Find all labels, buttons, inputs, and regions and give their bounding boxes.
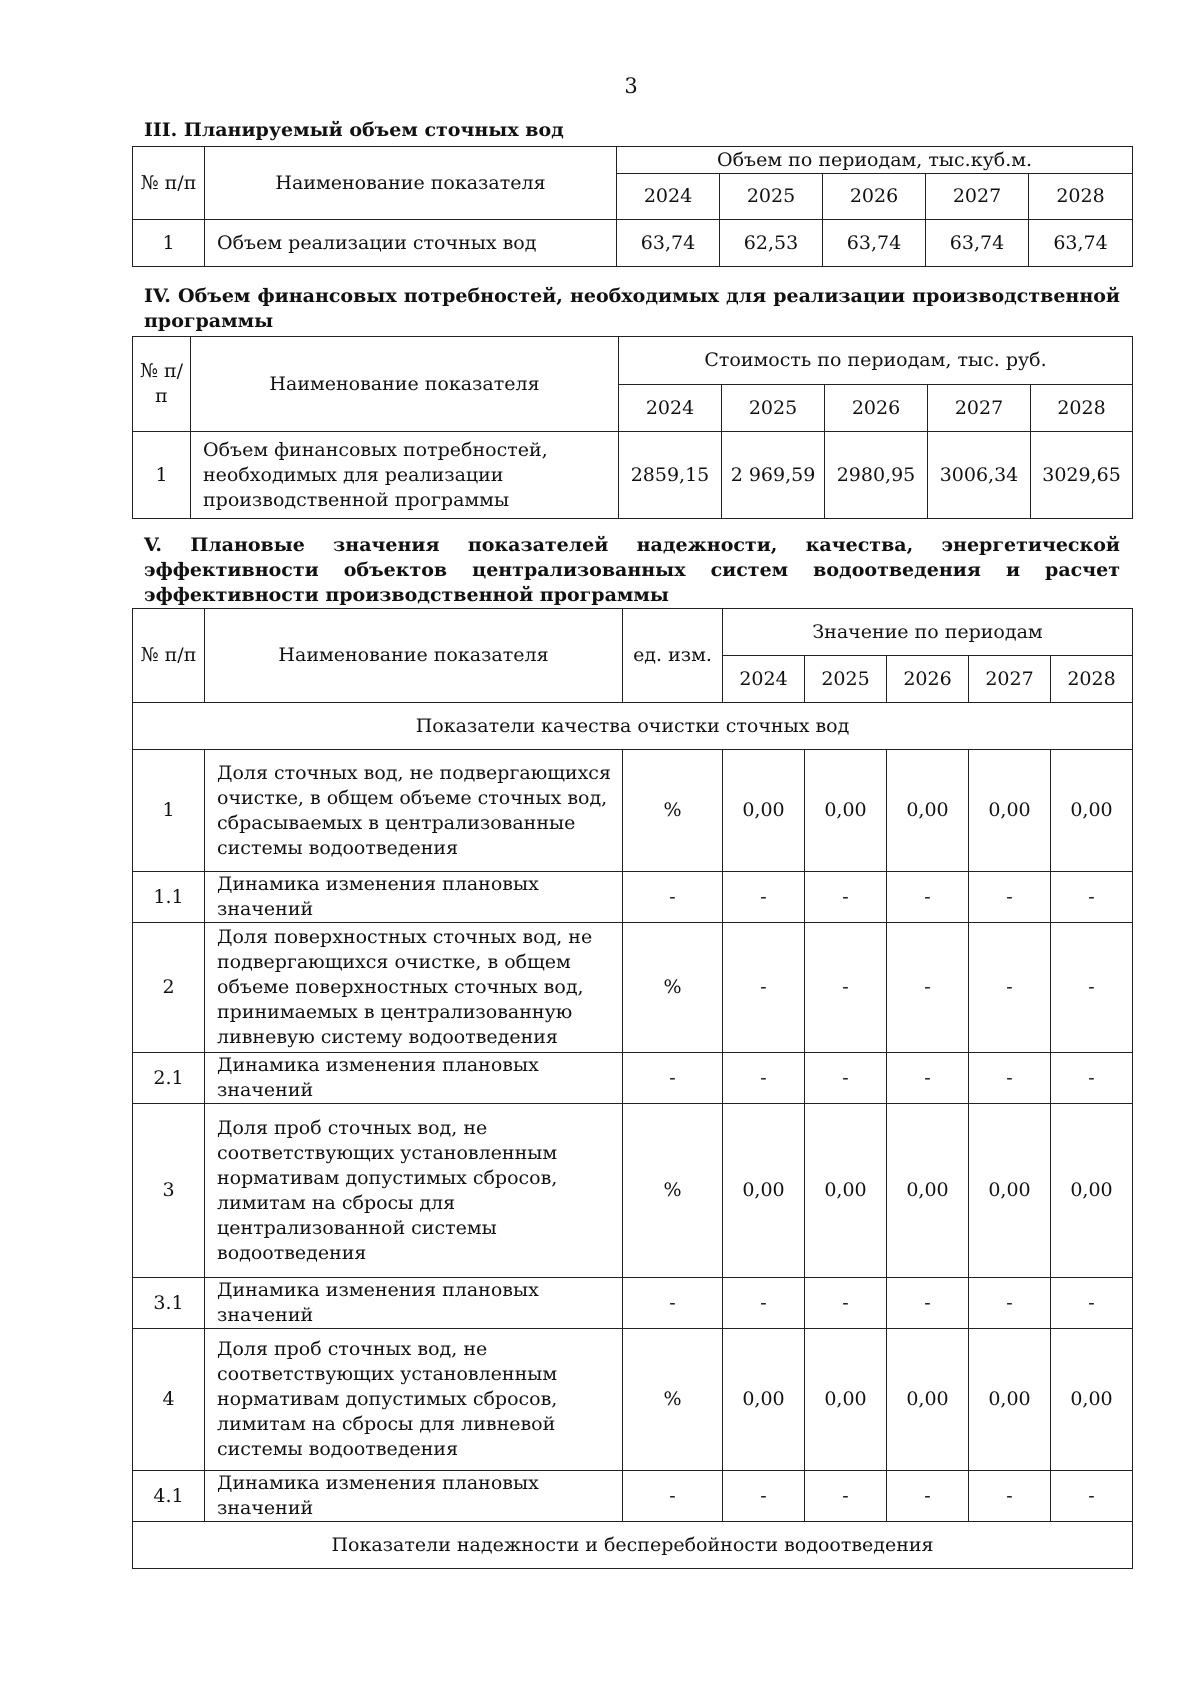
row-value: 0,00 xyxy=(969,1329,1051,1471)
row-value: - xyxy=(723,1053,805,1104)
row-unit: - xyxy=(623,1278,723,1329)
row-value: 63,74 xyxy=(823,220,926,267)
table-row xyxy=(133,872,1133,923)
row-value: 63,74 xyxy=(1029,220,1133,267)
col-num-header: № п/п xyxy=(133,147,205,220)
year-header: 2026 xyxy=(887,656,969,703)
row-value: 0,00 xyxy=(1051,750,1133,872)
group-header: Показатели качества очистки сточных вод xyxy=(133,703,1133,750)
row-value: 62,53 xyxy=(720,220,823,267)
row-value: - xyxy=(969,872,1051,923)
year-header: 2024 xyxy=(617,174,720,220)
table-row xyxy=(133,750,1133,872)
row-value: - xyxy=(887,872,969,923)
row-value: - xyxy=(805,1278,887,1329)
row-number: 2 xyxy=(133,923,205,1053)
row-value: - xyxy=(1051,872,1133,923)
row-value: - xyxy=(1051,1053,1133,1104)
row-value: - xyxy=(805,872,887,923)
row-number: 3 xyxy=(133,1104,205,1278)
row-value: - xyxy=(1051,1278,1133,1329)
row-unit: - xyxy=(623,1471,723,1522)
row-value: 63,74 xyxy=(926,220,1029,267)
row-value: 0,00 xyxy=(805,1104,887,1278)
col-periods-header: Объем по периодам, тыс.куб.м. xyxy=(617,147,1133,174)
row-number: 1 xyxy=(133,750,205,872)
row-name: Доля сточных вод, не подвергающихся очистке, в общем объеме сточных вод, сбрасываемых в централизованные системы водоотведения xyxy=(205,750,623,872)
year-header: 2024 xyxy=(619,385,722,432)
row-value: 0,00 xyxy=(1051,1329,1133,1471)
row-number: 4.1 xyxy=(133,1471,205,1522)
row-value: - xyxy=(969,1053,1051,1104)
year-header: 2027 xyxy=(928,385,1031,432)
row-value: 0,00 xyxy=(969,1104,1051,1278)
row-value: 2859,15 xyxy=(619,432,722,519)
year-header: 2026 xyxy=(823,174,926,220)
year-header: 2028 xyxy=(1031,385,1133,432)
table-row xyxy=(133,432,1133,519)
row-value: - xyxy=(969,1278,1051,1329)
table-row xyxy=(133,923,1133,1053)
row-unit: % xyxy=(623,1329,723,1471)
table-row xyxy=(133,1278,1133,1329)
col-unit-header: ед. изм. xyxy=(623,609,723,703)
row-value: 3029,65 xyxy=(1031,432,1133,519)
row-unit: - xyxy=(623,1053,723,1104)
year-header: 2024 xyxy=(723,656,805,703)
page-number: 3 xyxy=(624,74,638,98)
group-header: Показатели надежности и бесперебойности водоотведения xyxy=(133,1522,1133,1569)
row-number: 1 xyxy=(133,432,191,519)
year-header: 2027 xyxy=(926,174,1029,220)
row-number: 3.1 xyxy=(133,1278,205,1329)
row-unit: % xyxy=(623,1104,723,1278)
row-value: 0,00 xyxy=(723,1104,805,1278)
section-5-title: V. Плановые значения показателей надежности, качества, энергетической эффективности объектов централизованных систем водоотведения и расчет эффективности производственной программы xyxy=(144,534,1120,606)
year-header: 2028 xyxy=(1051,656,1133,703)
row-number: 2.1 xyxy=(133,1053,205,1104)
row-value: 0,00 xyxy=(887,1104,969,1278)
table-row xyxy=(133,1053,1133,1104)
row-name: Динамика изменения плановых значений xyxy=(205,1471,623,1522)
row-number: 1.1 xyxy=(133,872,205,923)
row-name: Доля проб сточных вод, не соответствующих установленным нормативам допустимых сбросов, лимитам на сбросы для централизованной системы водоотведения xyxy=(205,1104,623,1278)
row-number: 4 xyxy=(133,1329,205,1471)
row-value: 0,00 xyxy=(723,750,805,872)
row-name: Объем финансовых потребностей, необходимых для реализации производственной программы xyxy=(191,432,619,519)
row-value: 0,00 xyxy=(887,750,969,872)
row-value: - xyxy=(723,872,805,923)
row-unit: % xyxy=(623,750,723,872)
col-name-header: Наименование показателя xyxy=(205,609,623,703)
year-header: 2025 xyxy=(722,385,825,432)
year-header: 2028 xyxy=(1029,174,1133,220)
row-value: 0,00 xyxy=(969,750,1051,872)
row-name: Динамика изменения плановых значений xyxy=(205,1053,623,1104)
row-value: 2980,95 xyxy=(825,432,928,519)
row-value: - xyxy=(723,1278,805,1329)
row-value: - xyxy=(805,1053,887,1104)
row-value: - xyxy=(805,1471,887,1522)
row-name: Объем реализации сточных вод xyxy=(205,220,617,267)
row-unit: % xyxy=(623,923,723,1053)
col-num-header: № п/п xyxy=(133,337,191,432)
section-3-title: III. Планируемый объем сточных вод xyxy=(144,119,564,141)
row-number: 1 xyxy=(133,220,205,267)
row-name: Динамика изменения плановых значений xyxy=(205,872,623,923)
row-value: - xyxy=(723,923,805,1053)
row-value: 3006,34 xyxy=(928,432,1031,519)
year-header: 2027 xyxy=(969,656,1051,703)
row-value: 63,74 xyxy=(617,220,720,267)
row-value: - xyxy=(1051,1471,1133,1522)
row-name: Доля поверхностных сточных вод, не подвергающихся очистке, в общем объеме поверхностных сточных вод, принимаемых в централизованную ливневую систему водоотведения xyxy=(205,923,623,1053)
col-periods-header: Значение по периодам xyxy=(723,609,1133,656)
row-value: 0,00 xyxy=(805,750,887,872)
table-row xyxy=(133,220,1133,267)
col-periods-header: Стоимость по периодам, тыс. руб. xyxy=(619,337,1133,385)
table-row xyxy=(133,1104,1133,1278)
row-value: - xyxy=(969,923,1051,1053)
row-value: - xyxy=(887,923,969,1053)
row-value: - xyxy=(887,1053,969,1104)
row-value: 0,00 xyxy=(887,1329,969,1471)
col-name-header: Наименование показателя xyxy=(205,147,617,220)
row-value: 0,00 xyxy=(723,1329,805,1471)
row-name: Доля проб сточных вод, не соответствующих установленным нормативам допустимых сбросов, лимитам на сбросы для ливневой системы водоотведения xyxy=(205,1329,623,1471)
col-num-header: № п/п xyxy=(133,609,205,703)
row-value: - xyxy=(805,923,887,1053)
row-value: 0,00 xyxy=(805,1329,887,1471)
section-4-table xyxy=(132,336,1133,519)
year-header: 2025 xyxy=(805,656,887,703)
row-name: Динамика изменения плановых значений xyxy=(205,1278,623,1329)
year-header: 2026 xyxy=(825,385,928,432)
table-row xyxy=(133,1471,1133,1522)
row-value: 2 969,59 xyxy=(722,432,825,519)
section-4-title: IV. Объем финансовых потребностей, необходимых для реализации производственной программы xyxy=(144,285,1120,332)
row-value: 0,00 xyxy=(1051,1104,1133,1278)
year-header: 2025 xyxy=(720,174,823,220)
row-value: - xyxy=(723,1471,805,1522)
row-value: - xyxy=(887,1278,969,1329)
section-3-table xyxy=(132,146,1133,267)
table-row xyxy=(133,1329,1133,1471)
section-5-table xyxy=(132,608,1133,1569)
row-value: - xyxy=(887,1471,969,1522)
col-name-header: Наименование показателя xyxy=(191,337,619,432)
row-value: - xyxy=(1051,923,1133,1053)
row-unit: - xyxy=(623,872,723,923)
row-value: - xyxy=(969,1471,1051,1522)
